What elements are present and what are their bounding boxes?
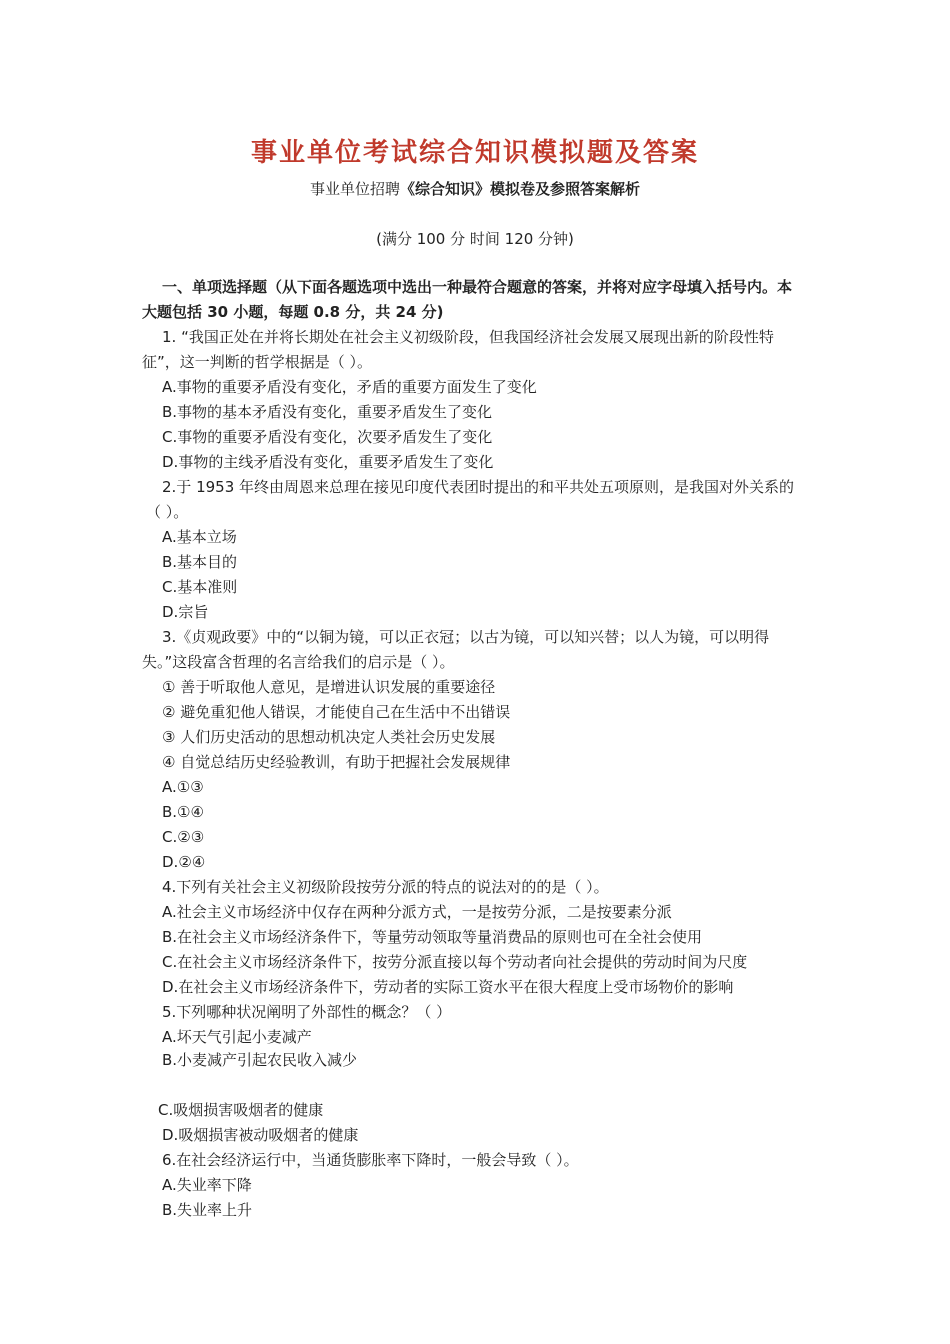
text-line: （ ）。 <box>146 503 189 521</box>
text-line: 3.《贞观政要》中的“以铜为镜，可以正衣冠；以古为镜，可以知兴替；以人为镜，可以明得 <box>162 628 770 646</box>
text-line: D.吸烟损害被动吸烟者的健康 <box>162 1126 359 1144</box>
text-line: A.事物的重要矛盾没有变化，矛盾的重要方面发生了变化 <box>162 378 537 396</box>
text-line: A.坏天气引起小麦减产 <box>162 1028 312 1046</box>
text-line: 5.下列哪种状况阐明了外部性的概念？（ ） <box>162 1003 452 1021</box>
text-line: ③ 人们历史活动的思想动机决定人类社会历史发展 <box>162 728 496 746</box>
text-line: 征”，这一判断的哲学根据是（ ）。 <box>142 353 373 371</box>
text-line: 失。”这段富含哲理的名言给我们的启示是（ ）。 <box>142 653 455 671</box>
text-line: ② 避免重犯他人错误，才能使自己在生活中不出错误 <box>162 703 511 721</box>
text-line: ① 善于听取他人意见，是增进认识发展的重要途径 <box>162 678 496 696</box>
text-line: C.事物的重要矛盾没有变化，次要矛盾发生了变化 <box>162 428 493 446</box>
text-line: 大题包括 30 小题，每题 0.8 分，共 24 分) <box>142 303 444 321</box>
text-line: ④ 自觉总结历史经验教训，有助于把握社会发展规律 <box>162 753 511 771</box>
text-line: C.在社会主义市场经济条件下，按劳分派直接以每个劳动者向社会提供的劳动时间为尺度 <box>162 953 748 971</box>
text-line: B.失业率上升 <box>162 1201 253 1219</box>
text-line: A.①③ <box>162 778 204 796</box>
page-subtitle <box>0 178 950 199</box>
text-line: C.基本准则 <box>162 578 238 596</box>
page-title: 事业单位考试综合知识模拟题及答案 <box>250 138 699 168</box>
text-line: D.宗旨 <box>162 603 209 621</box>
text-line: A.失业率下降 <box>162 1176 252 1194</box>
text-line: D.在社会主义市场经济条件下，劳动者的实际工资水平在很大程度上受市场物价的影响 <box>162 978 734 996</box>
text-line: A.基本立场 <box>162 528 237 546</box>
text-line: B.①④ <box>162 803 204 821</box>
text-line: D.②④ <box>162 853 206 871</box>
text-line: B.基本目的 <box>162 553 238 571</box>
text-line: 6.在社会经济运行中，当通货膨胀率下降时，一般会导致（ ）。 <box>162 1151 579 1169</box>
text-line: B.小麦减产引起农民收入减少 <box>162 1051 358 1069</box>
text-line: C.吸烟损害吸烟者的健康 <box>158 1101 324 1119</box>
subtitle-prefix: 事业单位招聘 <box>309 180 400 198</box>
text-line: B.在社会主义市场经济条件下，等量劳动领取等量消费品的原则也可在全社会使用 <box>162 928 703 946</box>
text-line: B.事物的基本矛盾没有变化，重要矛盾发生了变化 <box>162 403 493 421</box>
text-line: 一、单项选择题（从下面各题选项中选出一种最符合题意的答案，并将对应字母填入括号内。本 <box>162 278 793 296</box>
text-line: C.②③ <box>162 828 205 846</box>
text-line: D.事物的主线矛盾没有变化，重要矛盾发生了变化 <box>162 453 494 471</box>
text-line: A.社会主义市场经济中仅存在两种分派方式，一是按劳分派，二是按要素分派 <box>162 903 672 921</box>
text-line: 1. “我国正处在并将长期处在社会主义初级阶段，但我国经济社会发展又展现出新的阶段性特 <box>162 328 774 346</box>
text-line: 4.下列有关社会主义初级阶段按劳分派的特点的说法对的的是（ ）。 <box>162 878 609 896</box>
subtitle-bold: 《综合知识》模拟卷及参照答案解析 <box>400 180 641 198</box>
exam-meta: (满分 100 分 时间 120 分钟) <box>376 230 574 248</box>
text-line: 2.于 1953 年终由周恩来总理在接见印度代表团时提出的和平共处五项原则，是我国对外关系的 <box>162 478 795 496</box>
